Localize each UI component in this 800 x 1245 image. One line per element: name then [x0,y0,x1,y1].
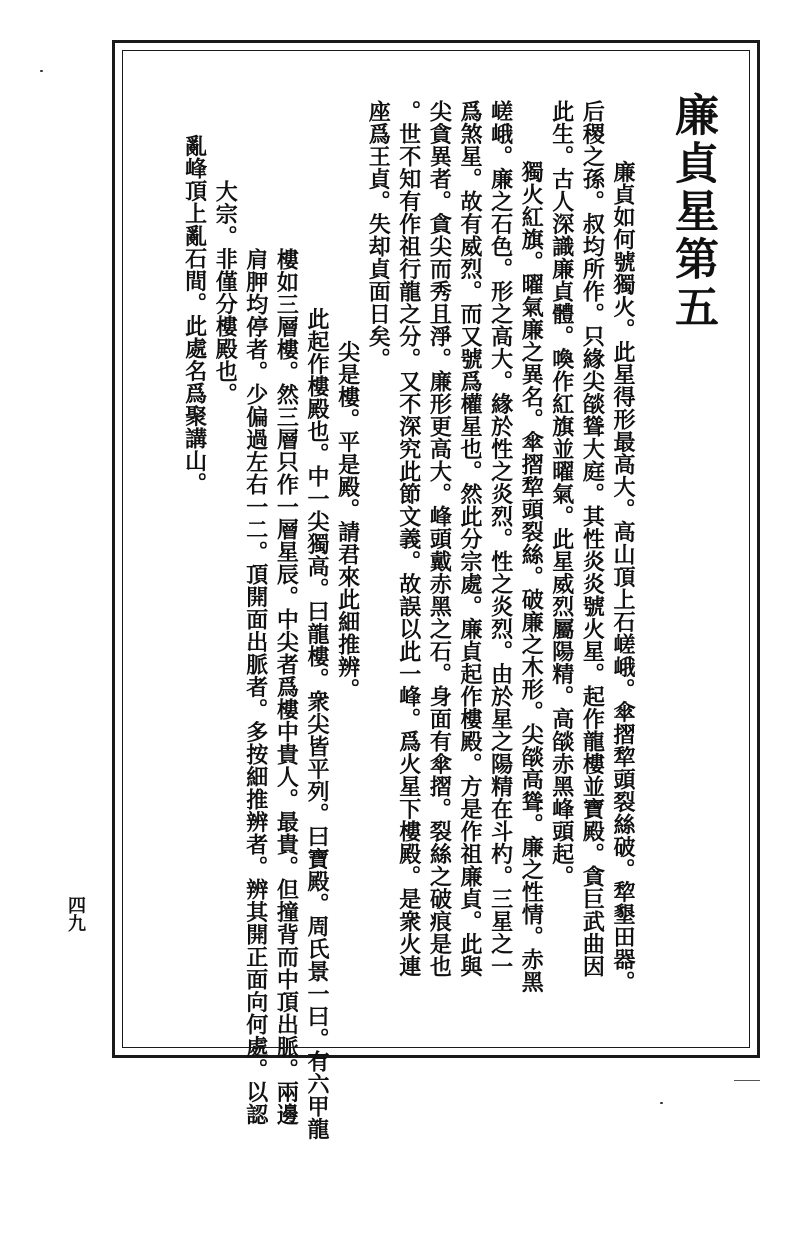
text-column: 此生。古人深識廉貞體。喚作紅旗並曜氣。此星威烈屬陽精。高燄赤黑峰頭起。 [548,100,575,888]
text-column: 亂峰頂上亂石間。此處名爲聚講山。 [181,112,208,495]
text-column: 大宗。非僅分樓殿也。 [212,180,239,405]
page-number: 四九 [65,896,86,932]
text-column: 此起作樓殿也。中一尖獨高。曰龍樓。衆尖皆平列。曰寶殿。周氏景一曰。有六甲龍 [304,285,330,1140]
text-column: 爲煞星。故有威烈。而又號爲權星也。然此分宗處。廉貞起作樓殿。方是作祖廉貞。此與 [457,100,483,978]
text-column: 樓如三層樓。然三層只作一層星辰。中尖者爲樓中貴人。最貴。但撞背而中頂出脈。兩邊 [273,248,300,1126]
scan-line [734,1080,760,1081]
text-column: 座爲王貞。失却貞面日矣。 [365,100,392,370]
text-column: 獨火紅旗。曜氣廉之異名。傘摺犂頭裂絲。破廉之木形。尖燄高聳。廉之性情。赤黑 [518,138,545,993]
scan-speck [660,1102,663,1104]
text-column: 后稷之孫。叔均所作。只緣尖燄聳大庭。其性炎炎號火星。起作龍樓並寶殿。貪巨武曲因 [579,100,606,978]
chapter-title: 廉貞星第五 [667,92,718,332]
text-column: 廉貞如何號獨火。此星得形最高大。高山頂上石嵯峨。傘摺犂頭裂絲破。犂墾田器。 [610,138,636,993]
text-column: 。世不知有作祖行龍之分。又不深究此節文義。故誤以此一峰。爲火星下樓殿。是衆火連 [395,100,422,978]
text-column: 肩胛均停者。少偏過左右一二。頂開面出脈者。多按細推辨者。辨其開正面向何處。以認 [242,248,269,1126]
text-column: 尖是樓。平是殿。請君來此細推辨。 [334,318,361,701]
text-column: 尖貪異者。貪尖而秀且淨。廉形更高大。峰頭戴赤黑之石。身面有傘摺。裂絲之破痕是也 [426,100,453,978]
scan-speck [40,70,43,72]
text-column: 嵯峨。廉之石色。形之高大。緣於性之炎烈。性之炎烈。由於星之陽精在斗杓。三星之一 [487,100,514,978]
